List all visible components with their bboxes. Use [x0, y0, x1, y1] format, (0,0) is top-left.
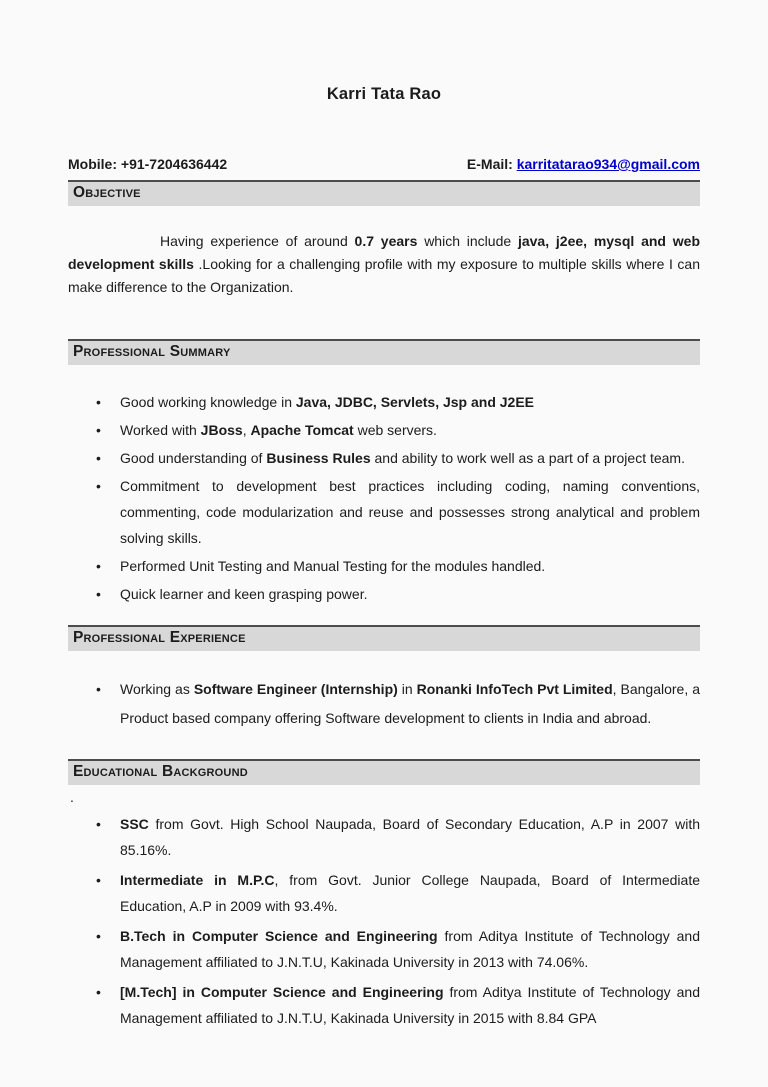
professional-summary-list — [68, 389, 700, 607]
section-title-professional-experience: Professional Experience — [73, 629, 246, 646]
section-header-objective — [68, 180, 700, 206]
section-title-objective: Objective — [73, 184, 141, 201]
candidate-name: Karri Tata Rao — [326, 85, 442, 103]
email-field — [467, 156, 700, 172]
list-item: • SSC from Govt. High School Naupada, Board of Secondary Education, A.P in 2007 with 85.16%. — [68, 811, 700, 863]
section-header-educational-background — [68, 759, 700, 785]
mobile-field — [68, 156, 227, 172]
list-item: • Working as Software Engineer (Internship) in Ronanki InfoTech Pvt Limited, Bangalore, a Product based company offering Software development to clients in India and abroad. — [68, 675, 700, 733]
list-item: • Worked with JBoss, Apache Tomcat web servers. — [68, 417, 700, 443]
mobile-label: Mobile: — [68, 156, 117, 172]
mobile-number: +91-7204636442 — [120, 156, 228, 172]
section-title-educational-background: Educational Background — [73, 763, 248, 780]
objective-paragraph: Having experience of around 0.7 years which include java, j2ee, mysql and web development skills .Looking for a challenging profile with my exposure to multiple skills where I can make difference to the Organization. — [68, 233, 700, 295]
educational-background-list — [68, 811, 700, 1031]
list-item: • Quick learner and keen grasping power. — [68, 581, 700, 607]
section-header-professional-experience — [68, 625, 700, 651]
list-item: • Commitment to development best practices including coding, naming conventions, commenting, code modularization and reuse and possesses strong analytical and problem solving skills. — [68, 473, 700, 551]
list-item: • Performed Unit Testing and Manual Testing for the modules handled. — [68, 553, 700, 579]
list-item: • Intermediate in M.P.C, from Govt. Junior College Naupada, Board of Intermediate Education, A.P in 2009 with 93.4%. — [68, 867, 700, 919]
list-item: • Good understanding of Business Rules and ability to work well as a part of a project team. — [68, 445, 700, 471]
professional-experience-list — [68, 675, 700, 733]
email-label: E-Mail: — [466, 156, 513, 172]
list-item: • Good working knowledge in Java, JDBC, Servlets, Jsp and J2EE — [68, 389, 700, 415]
section-title-professional-summary: Professional Summary — [73, 343, 231, 360]
email-link[interactable]: karritatarao934@gmail.com — [516, 156, 700, 172]
contact-row — [68, 156, 700, 172]
stray-period: . — [70, 789, 74, 805]
list-item: • B.Tech in Computer Science and Engineering from Aditya Institute of Technology and Management affiliated to J.N.T.U, Kakinada University in 2013 with 74.06%. — [68, 923, 700, 975]
list-item: • [M.Tech] in Computer Science and Engineering from Aditya Institute of Technology and Management affiliated to J.N.T.U, Kakinada University in 2015 with 8.84 GPA — [68, 979, 700, 1031]
section-header-professional-summary — [68, 339, 700, 365]
